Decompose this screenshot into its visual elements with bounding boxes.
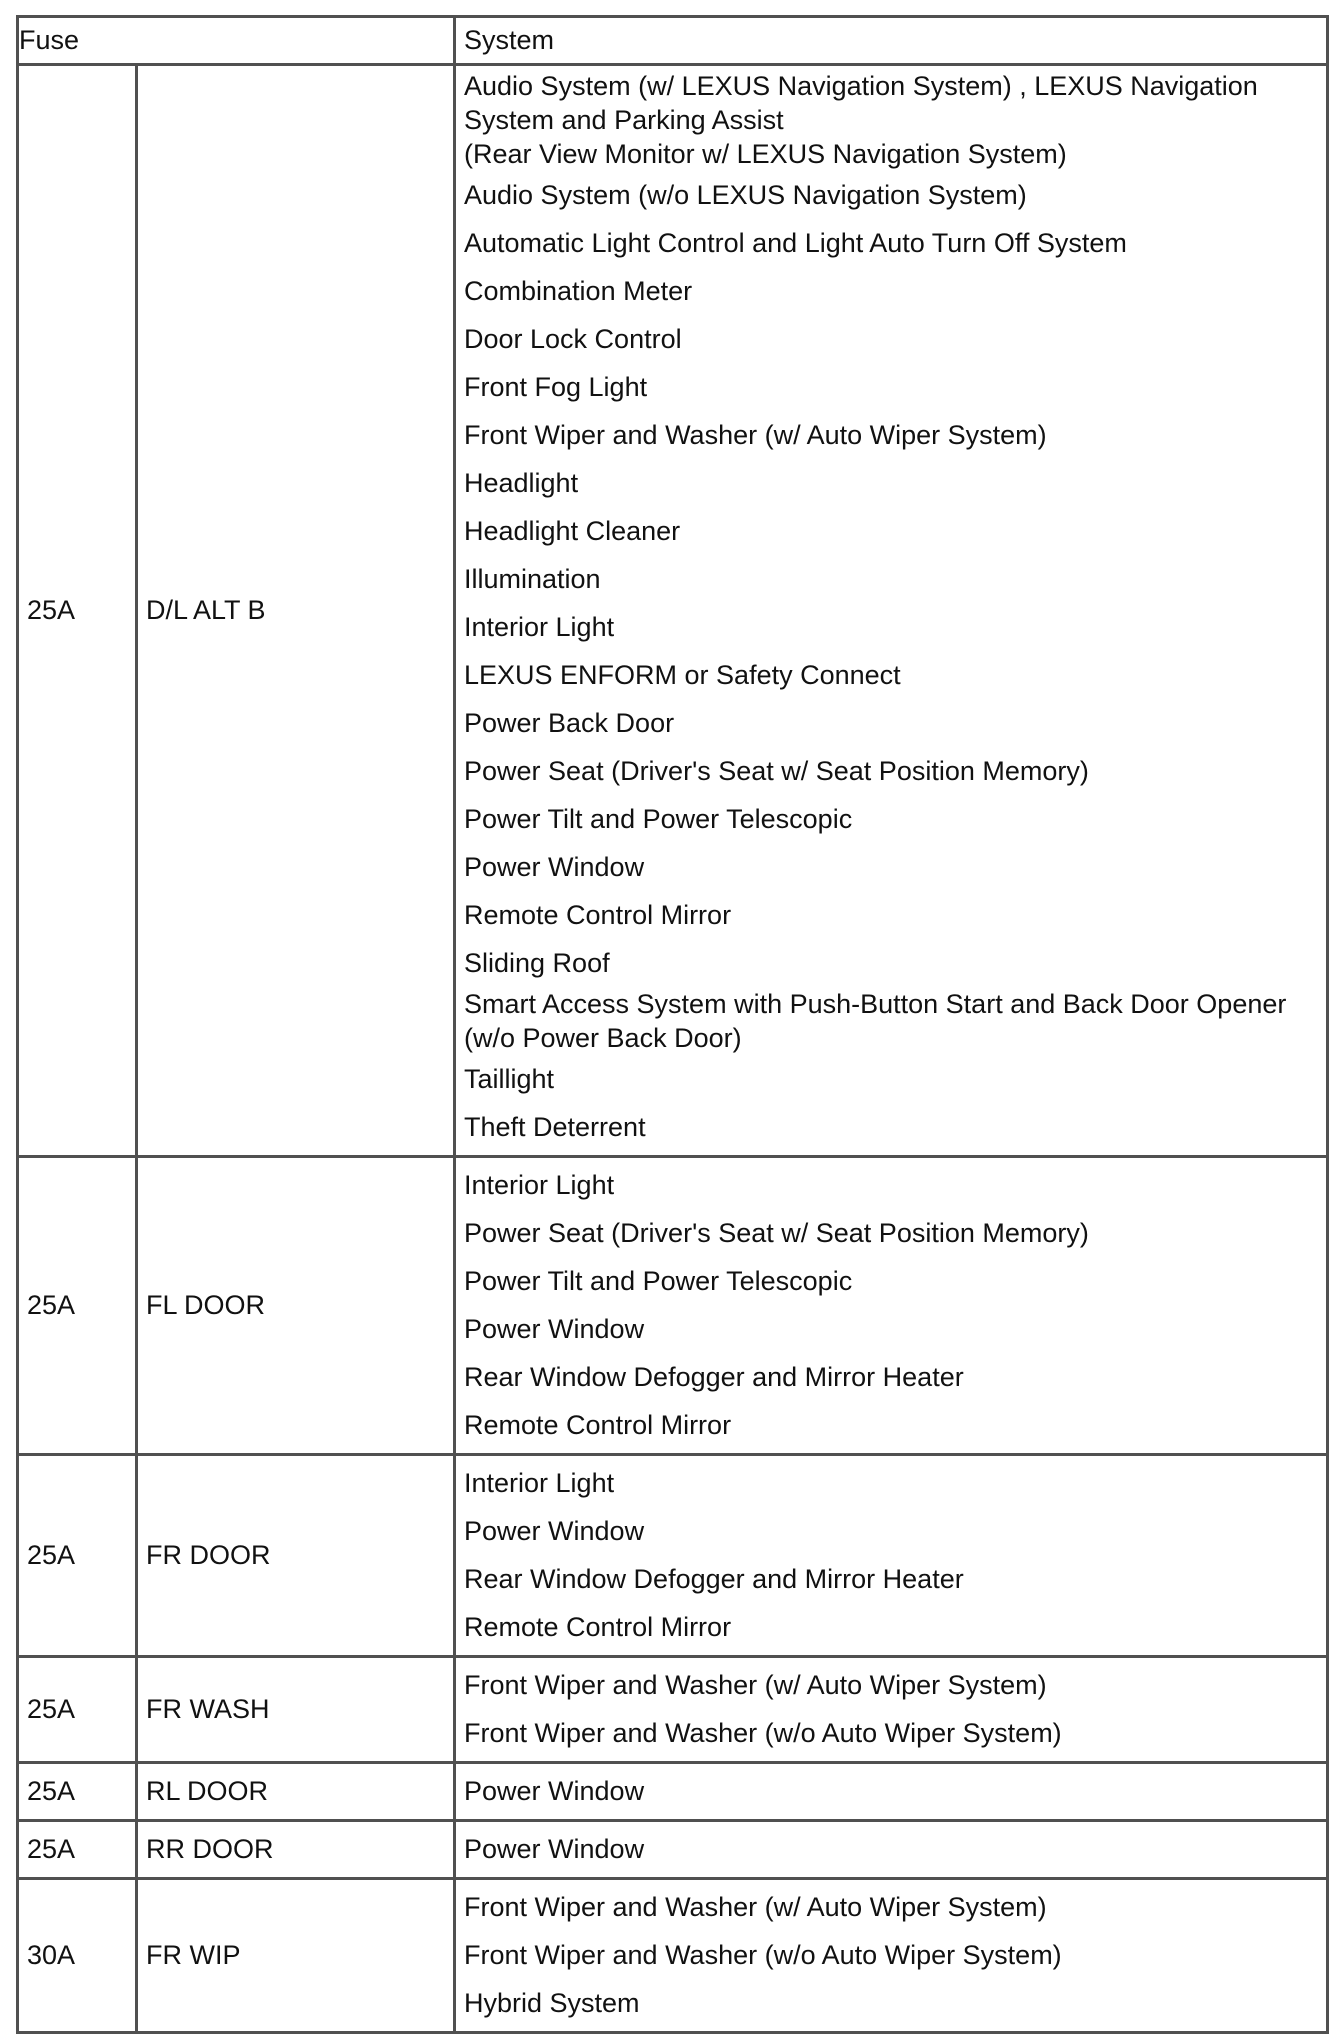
system-entry: Rear Window Defogger and Mirror Heater [464,1564,964,1594]
system-entry: Front Wiper and Washer (w/ Auto Wiper System) [464,1670,1047,1700]
system-entry: Front Wiper and Washer (w/ Auto Wiper System) [464,1892,1047,1922]
fuse-systems [455,65,1328,1157]
system-column-header: System [455,17,1328,65]
system-entry: Power Window [464,1516,645,1546]
system-entry: Headlight Cleaner [464,516,681,546]
system-entry: Power Tilt and Power Telescopic [464,804,853,834]
fuse-systems [455,1763,1328,1821]
fuse-row [18,1157,1328,1455]
table-header [18,17,1328,65]
system-entry: Power Back Door [464,708,675,738]
system-entry: Power Seat (Driver's Seat w/ Seat Position Memory) [464,1218,1089,1248]
system-entry: Power Window [464,1834,645,1864]
system-entry: LEXUS ENFORM or Safety Connect [464,660,901,690]
system-entry: Automatic Light Control and Light Auto Turn Off System [464,228,1127,258]
system-entry: Headlight [464,468,579,498]
system-entry: Interior Light [464,1468,615,1498]
fuse-row [18,1763,1328,1821]
fuse-name: RL DOOR [137,1763,455,1821]
fuse-row [18,1821,1328,1879]
fuse-amperage: 25A [18,1455,137,1657]
system-entry: Remote Control Mirror [464,1410,732,1440]
system-entry: Power Window [464,1776,645,1806]
fuse-amperage: 25A [18,65,137,1157]
fuse-row [18,1657,1328,1763]
system-entry: Hybrid System [464,1988,640,2018]
system-entry: Remote Control Mirror [464,900,732,930]
fuse-row [18,65,1328,1157]
system-entry: Door Lock Control [464,324,682,354]
system-entry: Front Wiper and Washer (w/o Auto Wiper System) [464,1718,1062,1748]
system-entry: Audio System (w/o LEXUS Navigation System) [464,180,1027,210]
system-entry: Illumination [464,564,601,594]
system-entry: Power Window [464,852,645,882]
fuse-column-header: Fuse [18,17,455,65]
system-entry: Interior Light [464,1170,615,1200]
system-entry: Front Wiper and Washer (w/ Auto Wiper System) [464,420,1047,450]
system-entry: Smart Access System with Push-Button Start and Back Door Opener (w/o Power Back Door) [464,989,1287,1053]
system-entry: Front Fog Light [464,372,648,402]
fuse-systems [455,1879,1328,2033]
system-entry: Power Seat (Driver's Seat w/ Seat Position Memory) [464,756,1089,786]
fuse-amperage: 25A [18,1157,137,1455]
system-entry: Audio System (w/ LEXUS Navigation System) , LEXUS Navigation System and Parking Assist (Rear View Monitor w/ LEXUS Navigation System) [464,71,1258,169]
fuse-systems [455,1157,1328,1455]
fuse-systems [455,1821,1328,1879]
fuse-table [16,15,1329,2034]
table-body [18,65,1328,2033]
system-entry: Theft Deterrent [464,1112,646,1142]
fuse-name: RR DOOR [137,1821,455,1879]
fuse-name: FR DOOR [137,1455,455,1657]
system-entry: Power Window [464,1314,645,1344]
system-entry: Taillight [464,1064,555,1094]
system-entry: Sliding Roof [464,948,610,978]
fuse-amperage: 25A [18,1763,137,1821]
fuse-amperage: 30A [18,1879,137,2033]
system-entry: Combination Meter [464,276,693,306]
system-entry: Power Tilt and Power Telescopic [464,1266,853,1296]
fuse-row [18,1455,1328,1657]
system-entry: Rear Window Defogger and Mirror Heater [464,1362,964,1392]
fuse-name: D/L ALT B [137,65,455,1157]
system-entry: Interior Light [464,612,615,642]
fuse-name: FR WIP [137,1879,455,2033]
fuse-amperage: 25A [18,1821,137,1879]
fuse-name: FL DOOR [137,1157,455,1455]
system-entry: Remote Control Mirror [464,1612,732,1642]
fuse-row [18,1879,1328,2033]
fuse-name: FR WASH [137,1657,455,1763]
fuse-systems [455,1657,1328,1763]
fuse-systems [455,1455,1328,1657]
fuse-amperage: 25A [18,1657,137,1763]
system-entry: Front Wiper and Washer (w/o Auto Wiper System) [464,1940,1062,1970]
